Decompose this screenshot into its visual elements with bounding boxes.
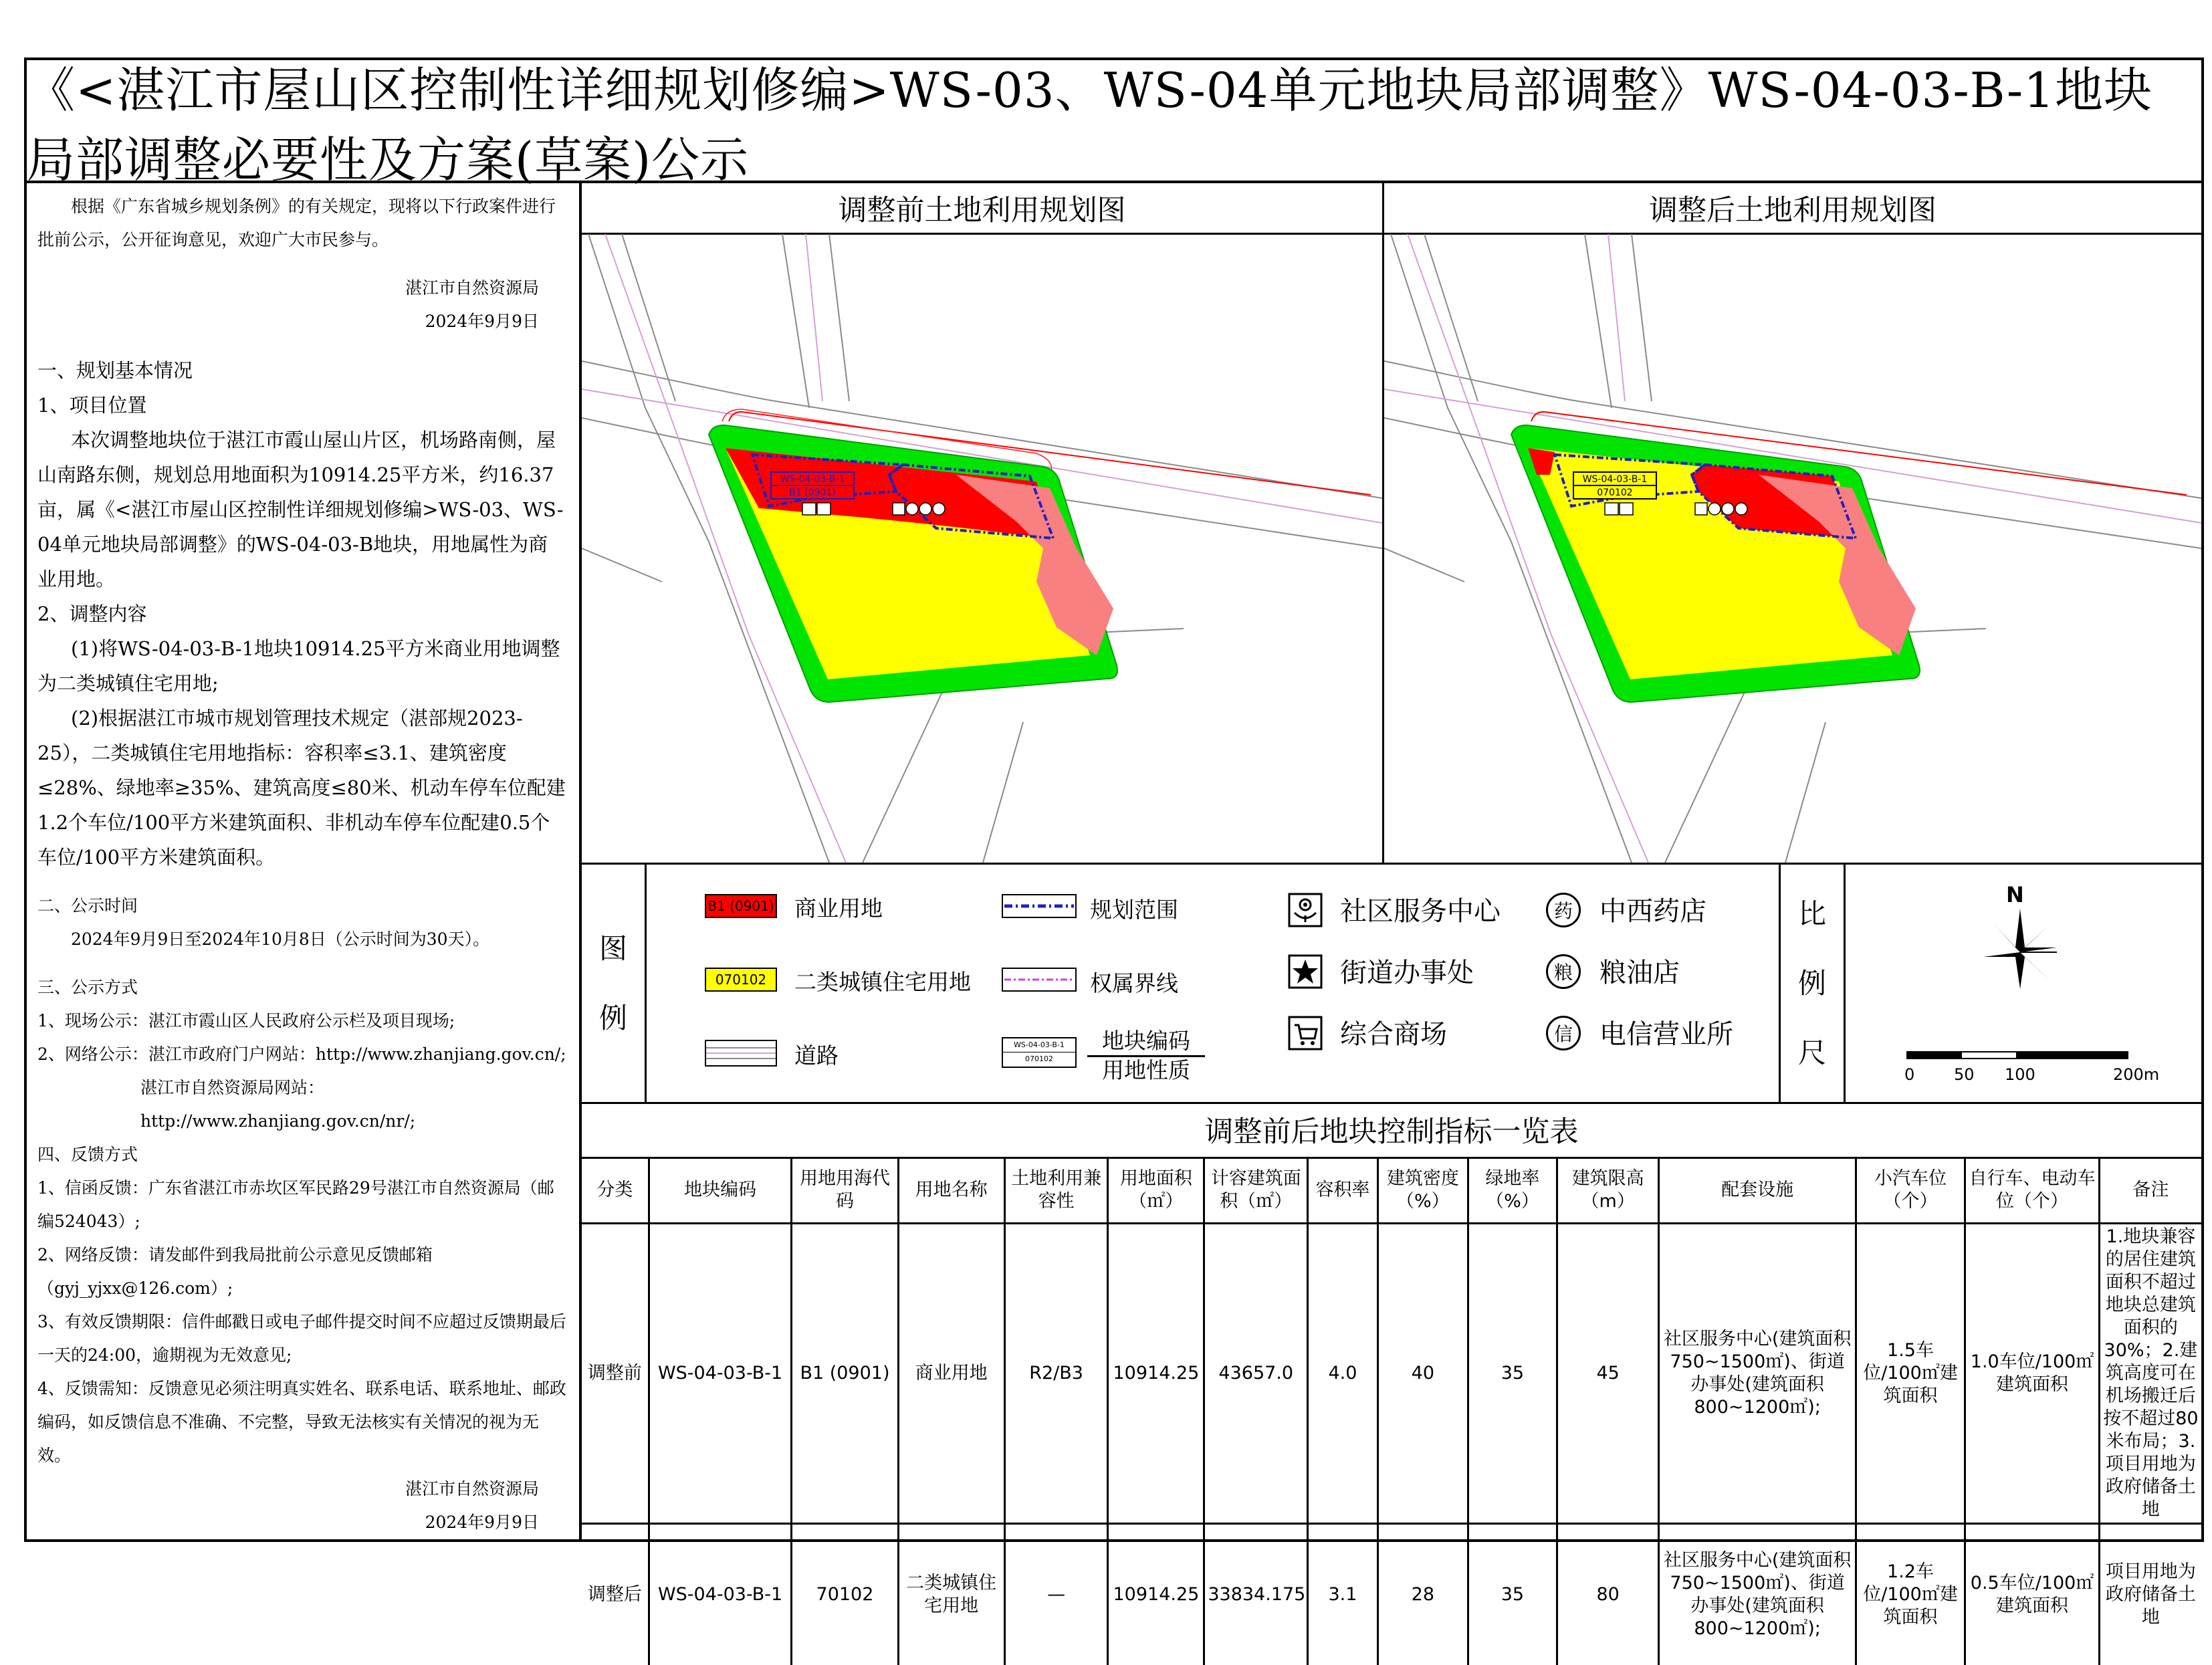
telecom-icon: 信 — [1546, 1016, 1581, 1050]
legend-commercial-swatch: B1 (0901) — [705, 894, 777, 918]
table-cell: WS-04-03-B-1 — [649, 1224, 792, 1524]
section-1-1-title: 1、项目位置 — [27, 388, 579, 423]
legend — [582, 863, 2201, 1104]
table-header: 建筑密度（%） — [1377, 1158, 1468, 1224]
table-header: 地块编码 — [649, 1158, 792, 1224]
map-after-plot-use: 070102 — [1597, 487, 1632, 498]
grain-oil-icon: 粮 — [1546, 954, 1581, 989]
scale-tick-0: 0 — [1904, 1065, 1914, 1084]
legend-street-office-label: 街道办事处 — [1340, 952, 1474, 990]
section-3-item-3: 湛江市自然资源局网站：http://www.zhanjiang.gov.cn/nr/; — [27, 1071, 579, 1138]
table-cell: 0.5车位/100㎡建筑面积 — [1965, 1524, 2100, 1665]
map-before-plot-code: WS-04-03-B-1 — [780, 474, 845, 485]
section-4-title: 四、反馈方式 — [27, 1138, 579, 1172]
legend-grain-oil-label: 粮油店 — [1599, 952, 1680, 990]
street-office-icon — [1288, 954, 1323, 989]
table-header: 分类 — [582, 1158, 649, 1224]
table-cell: 二类城镇住宅用地 — [898, 1524, 1004, 1665]
section-4-item-2: 2、网络反馈：请发邮件到我局批前公示意见反馈邮箱（gyj_yjxx@126.com）; — [27, 1238, 579, 1305]
scale-head — [1779, 865, 1846, 1102]
legend-head — [582, 865, 647, 1102]
table-cell: 调整后 — [582, 1524, 649, 1665]
scale-tick-50: 50 — [1954, 1065, 1975, 1084]
legend-pharmacy-label: 中西药店 — [1599, 890, 1706, 928]
map-after-plot-code: WS-04-03-B-1 — [1583, 474, 1648, 485]
map-after-title: 调整后土地利用规划图 — [1384, 183, 2201, 235]
legend-commercial-label: 商业用地 — [794, 891, 883, 923]
map-before-plot-use: B1 (0901) — [789, 487, 836, 498]
footer-org: 湛江市自然资源局 — [27, 1472, 579, 1506]
section-2-title: 二、公示时间 — [27, 889, 579, 923]
section-1-title: 一、规划基本情况 — [27, 353, 579, 388]
section-3-item-2: 2、网络公示：湛江市政府门户网站：http://www.zhanjiang.gov.cn/; — [27, 1038, 579, 1071]
table-cell: 调整前 — [582, 1224, 649, 1524]
notice-sign-date: 2024年9月9日 — [27, 305, 579, 338]
table-cell: R2/B3 — [1004, 1224, 1108, 1524]
table-header: 土地利用兼容性 — [1004, 1158, 1108, 1224]
table-cell: 43657.0 — [1204, 1224, 1308, 1524]
legend-plot-code-label: 地块编码 — [1087, 1024, 1205, 1057]
table-header: 绿地率（%） — [1468, 1158, 1557, 1224]
table-cell: 1.0车位/100㎡建筑面积 — [1965, 1224, 2100, 1524]
section-3-title: 三、公示方式 — [27, 971, 579, 1004]
table-header: 自行车、电动车位（个） — [1965, 1158, 2100, 1224]
legend-plot-sample — [1002, 1037, 1077, 1068]
table-cell: 1.地块兼容的居住建筑面积不超过地块总建筑面积的30%；2.建筑高度可在机场搬迁后按不超过80米布局；3.项目用地为政府储备土地 — [2099, 1224, 2201, 1524]
table-cell: 28 — [1377, 1524, 1468, 1665]
table-cell: 社区服务中心(建筑面积750~1500㎡)、街道办事处(建筑面积800~1200㎡); — [1659, 1224, 1856, 1524]
scale-head-2: 例 — [1798, 949, 1826, 1018]
section-4-item-3: 3、有效反馈期限：信件邮戳日或电子邮件提交时间不应超过反馈期最后一天的24:00，逾期视为无效意见; — [27, 1305, 579, 1372]
footer-date: 2024年9月9日 — [27, 1506, 579, 1539]
table-header: 用地用海代码 — [792, 1158, 898, 1224]
scale-head-3: 尺 — [1798, 1018, 1826, 1088]
north-label: N — [2006, 882, 2024, 907]
scale-head-1: 比 — [1798, 879, 1826, 949]
section-1-2-a: (1)将WS-04-03-B-1地块10914.25平方米商业用地调整为二类城镇住宅用地; — [27, 631, 579, 701]
table-cell: 10914.25 — [1108, 1224, 1204, 1524]
table-cell: 项目用地为政府储备土地 — [2099, 1524, 2201, 1665]
scale-bar — [1906, 1049, 2133, 1063]
table-cell: WS-04-03-B-1 — [649, 1524, 792, 1665]
legend-residential-swatch: 070102 — [705, 968, 777, 992]
map-before-title: 调整前土地利用规划图 — [582, 183, 1382, 235]
scale-tick-100: 100 — [2005, 1065, 2035, 1084]
table-cell: 3.1 — [1308, 1524, 1378, 1665]
table-cell: B1 (0901) — [792, 1224, 898, 1524]
legend-ownership-label: 权属界线 — [1090, 966, 1178, 998]
table-title: 调整前后地块控制指标一览表 — [582, 1102, 2201, 1159]
section-4-item-1: 1、信函反馈：广东省湛江市赤坎区军民路29号湛江市自然资源局（邮编524043）; — [27, 1172, 579, 1238]
table-header: 建筑限高（m） — [1557, 1158, 1659, 1224]
table-header: 配套设施 — [1659, 1158, 1856, 1224]
map-before — [582, 234, 1382, 863]
scale-tick-200: 200m — [2113, 1065, 2159, 1084]
table-header: 用地面积（㎡） — [1108, 1158, 1204, 1224]
table-row — [582, 1524, 2201, 1665]
legend-plan-range-label: 规划范围 — [1090, 893, 1178, 924]
index-table — [582, 1158, 2201, 1665]
notice-sign-org: 湛江市自然资源局 — [27, 271, 579, 305]
section-3-item-1: 1、现场公示：湛江市霞山区人民政府公示栏及项目现场; — [27, 1004, 579, 1038]
page-title: 《<湛江市屋山区控制性详细规划修编>WS-03、WS-04单元地块局部调整》WS-04-03-B-1地块局部调整必要性及方案(草案)公示 — [27, 62, 2201, 183]
section-4-item-4: 4、反馈需知：反馈意见必须注明真实姓名、联系电话、联系地址、邮政编码，如反馈信息不准确、不完整，导致无法核实有关情况的视为无效。 — [27, 1372, 579, 1472]
table-header: 用地名称 — [898, 1158, 1004, 1224]
table-cell: 35 — [1468, 1524, 1557, 1665]
map-after — [1384, 234, 2201, 863]
legend-telecom-label: 电信营业所 — [1599, 1013, 1733, 1051]
legend-plan-range-swatch — [1002, 894, 1077, 918]
table-header: 容积率 — [1308, 1158, 1378, 1224]
legend-mall-label: 综合商场 — [1340, 1013, 1447, 1051]
table-cell: 80 — [1557, 1524, 1659, 1665]
map-after-drawing — [1384, 234, 2201, 863]
table-cell: 1.2车位/100㎡建筑面积 — [1856, 1524, 1965, 1665]
legend-residential-label: 二类城镇住宅用地 — [794, 965, 971, 996]
table-cell: 1.5车位/100㎡建筑面积 — [1856, 1224, 1965, 1524]
legend-plot-sample-code: WS-04-03-B-1 — [1003, 1038, 1075, 1052]
legend-ownership-swatch — [1002, 968, 1077, 992]
table-cell: 社区服务中心(建筑面积750~1500㎡)、街道办事处(建筑面积800~1200㎡); — [1659, 1524, 1856, 1665]
mall-icon — [1288, 1016, 1323, 1050]
section-1-2-b: (2)根据湛江市城市规划管理技术规定（湛部规2023-25），二类城镇住宅用地指标：容积率≤3.1、建筑密度≤28%、绿地率≥35%、建筑高度≤80米、机动车停车位配建1.2个车位/100平方米建筑面积、非机动车停车位配建0.5个车位/100平方米建筑面积。 — [27, 701, 579, 875]
legend-head-2: 例 — [599, 984, 627, 1053]
table-cell: — — [1004, 1524, 1108, 1665]
notice-panel — [27, 183, 582, 1539]
legend-road-label: 道路 — [794, 1038, 839, 1070]
table-cell: 70102 — [792, 1524, 898, 1665]
table-cell: 45 — [1557, 1224, 1659, 1524]
table-row — [582, 1224, 2201, 1524]
community-center-icon — [1288, 893, 1323, 927]
table-cell: 10914.25 — [1108, 1524, 1204, 1665]
map-before-drawing — [582, 234, 1382, 863]
section-1-1-text: 本次调整地块位于湛江市霞山屋山片区，机场路南侧，屋山南路东侧，规划总用地面积为10914.25平方米，约16.37亩，属《<湛江市屋山区控制性详细规划修编>WS-03、WS-04单元地块局部调整》的WS-04-03-B地块，用地属性为商业用地。 — [27, 423, 579, 596]
table-cell: 33834.175 — [1204, 1524, 1308, 1665]
table-header: 小汽车位（个） — [1856, 1158, 1965, 1224]
legend-plot-use-label: 用地性质 — [1087, 1053, 1205, 1085]
table-cell: 商业用地 — [898, 1224, 1004, 1524]
table-cell: 4.0 — [1308, 1224, 1378, 1524]
notice-intro: 根据《广东省城乡规划条例》的有关规定，现将以下行政案件进行批前公示，公开征询意见，欢迎广大市民参与。 — [27, 190, 579, 257]
table-header: 备注 — [2099, 1158, 2201, 1224]
table-header: 计容建筑面积（㎡） — [1204, 1158, 1308, 1224]
pharmacy-icon: 药 — [1546, 893, 1581, 927]
table-header-row — [582, 1158, 2201, 1224]
section-2-text: 2024年9月9日至2024年10月8日（公示时间为30天）。 — [27, 923, 579, 956]
legend-community-center-label: 社区服务中心 — [1340, 890, 1501, 928]
legend-road-swatch — [705, 1040, 777, 1067]
legend-plot-sample-use: 070102 — [1003, 1052, 1075, 1066]
north-arrow-icon — [1977, 909, 2064, 996]
table-cell: 35 — [1468, 1224, 1557, 1524]
section-1-2-title: 2、调整内容 — [27, 596, 579, 631]
table-cell: 40 — [1377, 1224, 1468, 1524]
legend-head-1: 图 — [599, 914, 627, 984]
